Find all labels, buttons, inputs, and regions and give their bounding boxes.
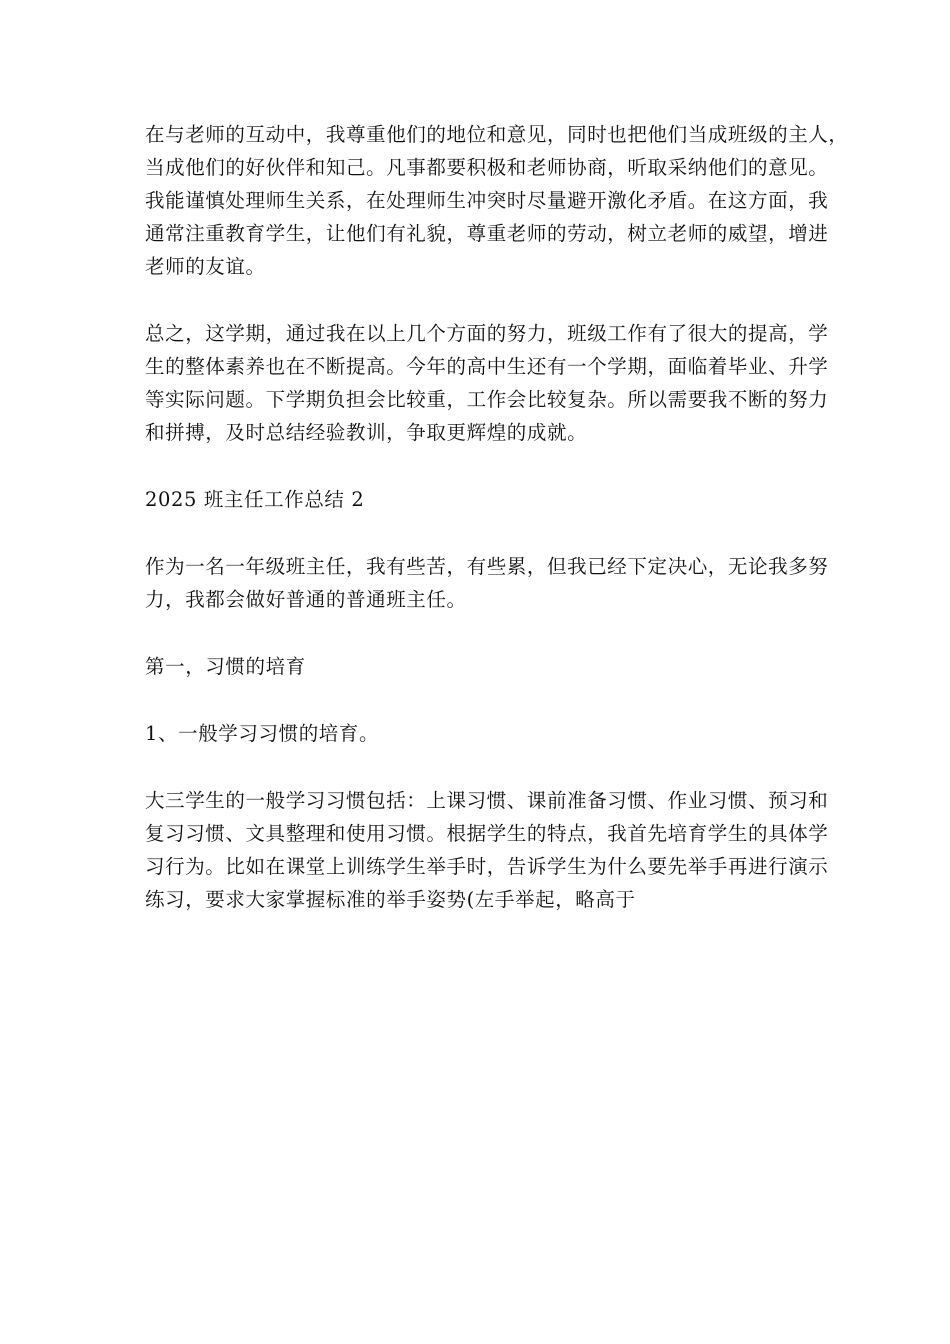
- text-line: 和拼搏，及时总结经验教训，争取更辉煌的成就。: [145, 421, 588, 444]
- text-line: 作为一名一年级班主任，我有些苦，有些累，但我已经下定决心，无论我多努: [145, 555, 829, 578]
- subheading-text: 第一，习惯的培育: [145, 655, 306, 678]
- text-line: 我能谨慎处理师生关系，在处理师生冲突时尽量避开激化矛盾。在这方面，我: [145, 189, 829, 212]
- text-line: 大三学生的一般学习习惯包括：上课习惯、课前准备习惯、作业习惯、预习和: [145, 789, 829, 812]
- document-body: [145, 118, 849, 916]
- text-line: 生的整体素养也在不断提高。今年的高中生还有一个学期，面临着毕业、升学: [145, 355, 829, 378]
- paragraph-study-habits: [145, 784, 829, 916]
- text-line: 在与老师的互动中，我尊重他们的地位和意见，同时也把他们当成班级的主人，: [145, 123, 849, 146]
- text-line: 通常注重教育学生，让他们有礼貌，尊重老师的劳动，树立老师的威望，增进: [145, 222, 829, 245]
- section-heading-text: 2025 班主任工作总结 2: [145, 488, 365, 511]
- subheading-habit-cultivation: [145, 650, 815, 683]
- paragraph-teacher-interaction: [145, 118, 849, 283]
- text-line: 总之，这学期，通过我在以上几个方面的努力，班级工作有了很大的提高，学: [145, 322, 829, 345]
- paragraph-conclusion: [145, 317, 829, 449]
- section-heading: [145, 483, 815, 516]
- text-line: 练习，要求大家掌握标准的举手姿势(左手举起，略高于: [145, 888, 636, 911]
- text-line: 力，我都会做好普通的普通班主任。: [145, 588, 467, 611]
- text-line: 习行为。比如在课堂上训练学生举手时，告诉学生为什么要先举手再进行演示: [145, 855, 829, 878]
- subheading-text: 1、一般学习习惯的培育。: [145, 722, 380, 745]
- text-line: 复习习惯、文具整理和使用习惯。根据学生的特点，我首先培育学生的具体学: [145, 822, 829, 845]
- paragraph-introduction: [145, 550, 829, 616]
- text-line: 等实际问题。下学期负担会比较重，工作会比较复杂。所以需要我不断的努力: [145, 388, 829, 411]
- text-line: 当成他们的好伙伴和知己。凡事都要积极和老师协商，听取采纳他们的意见。: [145, 156, 829, 179]
- text-line: 老师的友谊。: [145, 255, 266, 278]
- subheading-general-study-habits: [145, 717, 815, 750]
